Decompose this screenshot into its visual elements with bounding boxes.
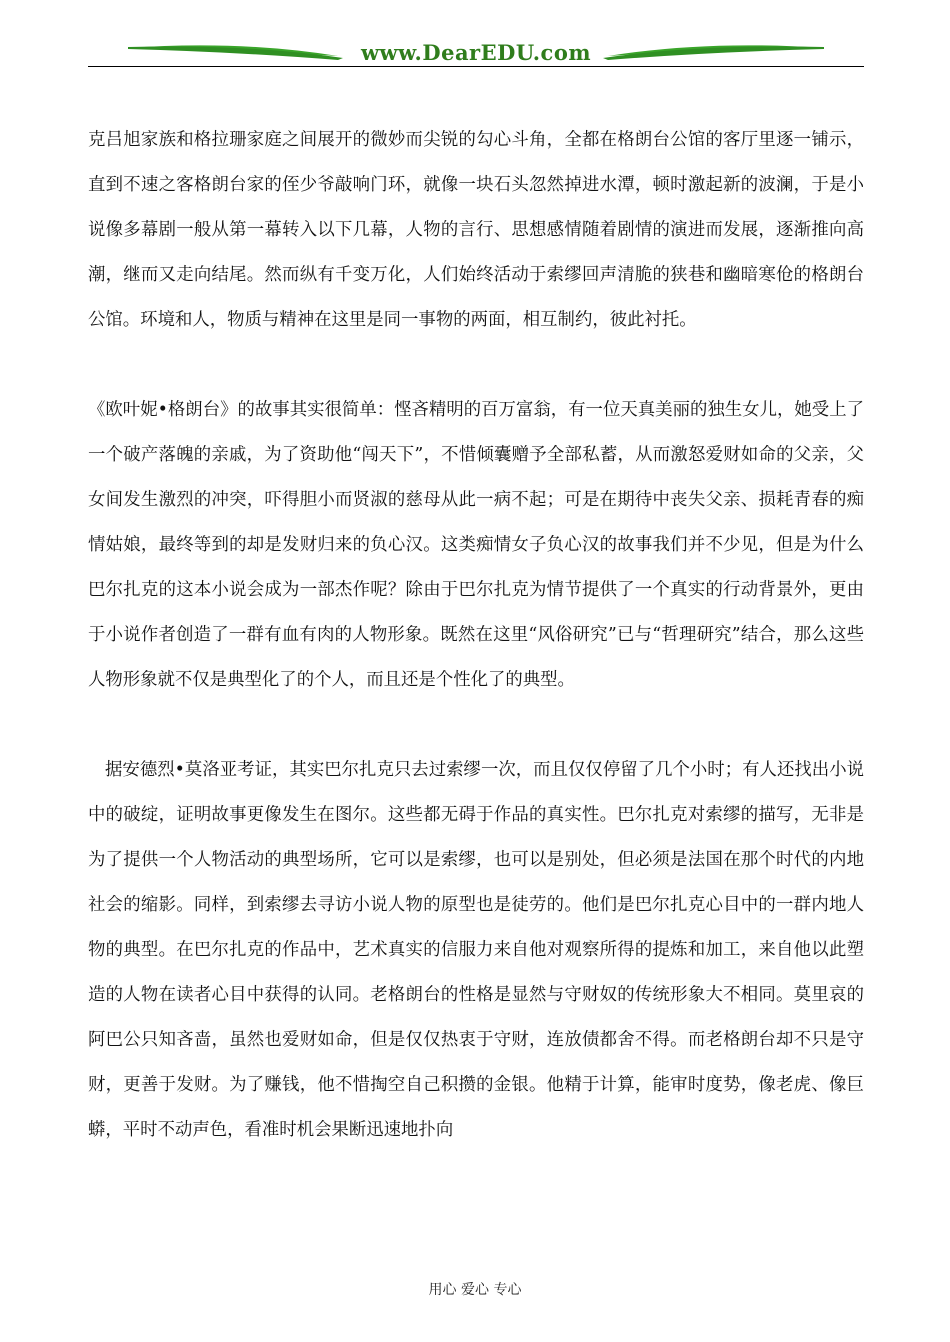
page-footer: 用心 爱心 专心 bbox=[428, 1282, 522, 1298]
paragraph-3: 据安德烈•莫洛亚考证，其实巴尔扎克只去过索缪一次，而且仅仅停留了几个小时；有人还找出小说中的破绽，证明故事更像发生在图尔。这些都无碍于作品的真实性。巴尔扎克对索缪的描写，无非是为了提供一个人物活动的典型场所，它可以是索缪，也可以是别处，但必须是法国在那个时代的内地社会的缩影。同样，到索缪去寻访小说人物的原型也是徒劳的。他们是巴尔扎克心目中的一群内地人物的典型。在巴尔扎克的作品中，艺术真实的信服力来自他对观察所得的提炼和加工，来自他以此塑造的人物在读者心目中获得的认同。老格朗台的性格是显然与守财奴的传统形象大不相同。莫里哀的阿巴公只知吝啬，虽然也爱财如命，但是仅仅热衷于守财，连放债都舍不得。而老格朗台却不只是守财，更善于发财。为了赚钱，他不惜掏空自己积攒的金银。他精于计算，能审时度势，像老虎、像巨蟒，平时不动声色，看准时机会果断迅速地扑向 bbox=[88, 760, 864, 1140]
paragraph-1: 克吕旭家族和格拉珊家庭之间展开的微妙而尖锐的勾心斗角，全都在格朗台公馆的客厅里逐一铺示，直到不速之客格朗台家的侄少爷敲响门环，就像一块石头忽然掉进水潭，顿时激起新的波澜，于是小说像多幕剧一般从第一幕转入以下几幕，人物的言行、思想感情随着剧情的演进而发展，逐渐推向高潮，继而又走向结尾。然而纵有千变万化，人们始终活动于索缪回声清脆的狭巷和幽暗寒伧的格朗台公馆。环境和人，物质与精神在这里是同一事物的两面，相互制约，彼此衬托。 bbox=[88, 130, 864, 330]
site-logo-text[interactable]: www.DearEDU.com bbox=[360, 40, 592, 65]
paragraph-2: 《欧叶妮•格朗台》的故事其实很简单：悭吝精明的百万富翁，有一位天真美丽的独生女儿，她受上了一个破产落魄的亲戚，为了资助他“闯天下”，不惜倾囊赠予全部私蓄，从而激怒爱财如命的父亲，父女间发生激烈的冲突，吓得胆小而贤淑的慈母从此一病不起；可是在期待中丧失父亲、损耗青春的痴情姑娘，最终等到的却是发财归来的负心汉。这类痴情女子负心汉的故事我们并不少见，但是为什么巴尔扎克的这本小说会成为一部杰作呢？除由于巴尔扎克为情节提供了一个真实的行动背景外，更由于小说作者创造了一群有血有肉的人物形象。既然在这里“风俗研究”已与“哲理研究”结合，那么这些人物形象就不仅是典型化了的个人，而且还是个性化了的典型。 bbox=[88, 400, 864, 690]
document-body bbox=[88, 118, 864, 1153]
header-divider bbox=[88, 66, 864, 67]
